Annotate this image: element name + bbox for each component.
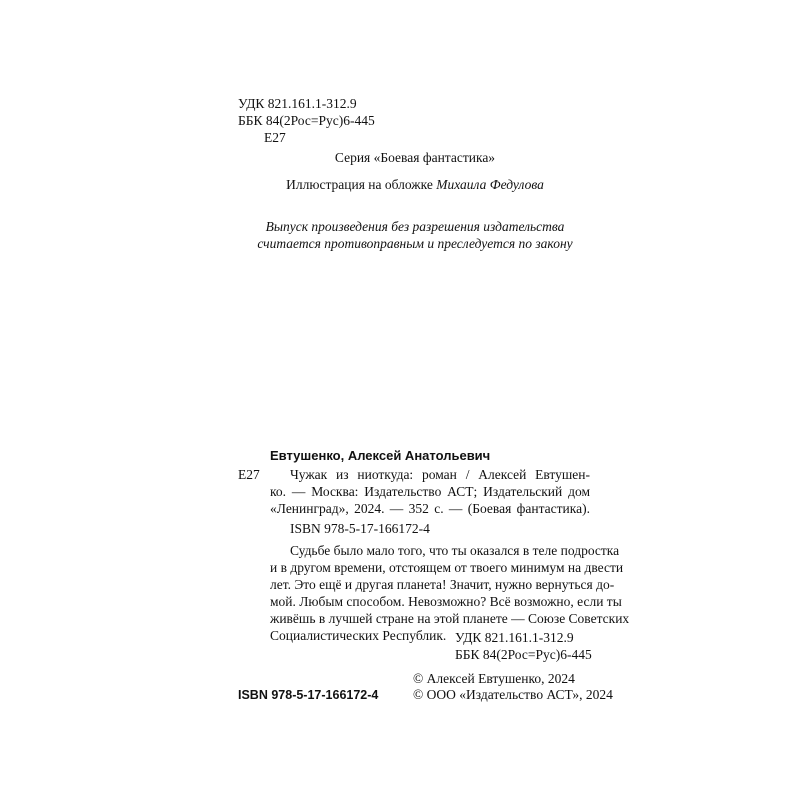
- annotation-line-6: Социалистических Республик.: [270, 628, 447, 643]
- annotation-line-3: лет. Это ещё и другая планета! Значит, нужно вернуться до-: [270, 577, 615, 592]
- top-udk-code: УДК 821.161.1-312.9: [238, 96, 357, 111]
- series-line: Серия «Боевая фантастика»: [334, 150, 496, 165]
- illustration-prefix: Иллюстрация на обложке: [286, 177, 437, 192]
- catalog-description-line-2: ко. — Москва: Издательство АСТ; Издательский дом: [270, 484, 590, 499]
- annotation-line-4: мой. Любым способом. Невозможно? Всё возможно, если ты: [270, 594, 622, 609]
- catalog-bbk-code: ББК 84(2Рос=Рус)6-445: [455, 647, 592, 662]
- copyright-author: © Алексей Евтушенко, 2024: [413, 671, 575, 686]
- catalog-isbn: ISBN 978-5-17-166172-4: [290, 521, 430, 536]
- catalog-udk-code: УДК 821.161.1-312.9: [455, 630, 574, 645]
- top-author-mark: Е27: [264, 130, 286, 145]
- catalog-author-heading: Евтушенко, Алексей Анатольевич: [270, 448, 491, 463]
- illustration-credit: [200, 177, 630, 193]
- legal-notice-line-1: Выпуск произведения без разрешения издательства: [265, 219, 565, 234]
- annotation-line-1: Судьбе было мало того, что ты оказался в теле подростка: [290, 543, 620, 558]
- annotation-line-2: и в другом времени, отстоящем от твоего минимум на двести: [270, 560, 624, 575]
- copyright-publisher: © ООО «Издательство АСТ», 2024: [413, 687, 613, 702]
- catalog-author-mark: Е27: [238, 467, 260, 482]
- legal-notice-line-2: считается противоправным и преследуется по закону: [257, 236, 573, 251]
- footer-isbn: ISBN 978-5-17-166172-4: [238, 688, 379, 702]
- illustration-artist: Михаила Федулова: [436, 177, 544, 192]
- catalog-description-line-3: «Ленинград», 2024. — 352 с. — (Боевая фантастика).: [270, 501, 590, 516]
- catalog-description-line-1: Чужак из ниоткуда: роман / Алексей Евтушен-: [290, 467, 590, 482]
- annotation-line-5: живёшь в лучшей стране на этой планете — Союзе Советских: [270, 611, 630, 626]
- top-bbk-code: ББК 84(2Рос=Рус)6-445: [238, 113, 375, 128]
